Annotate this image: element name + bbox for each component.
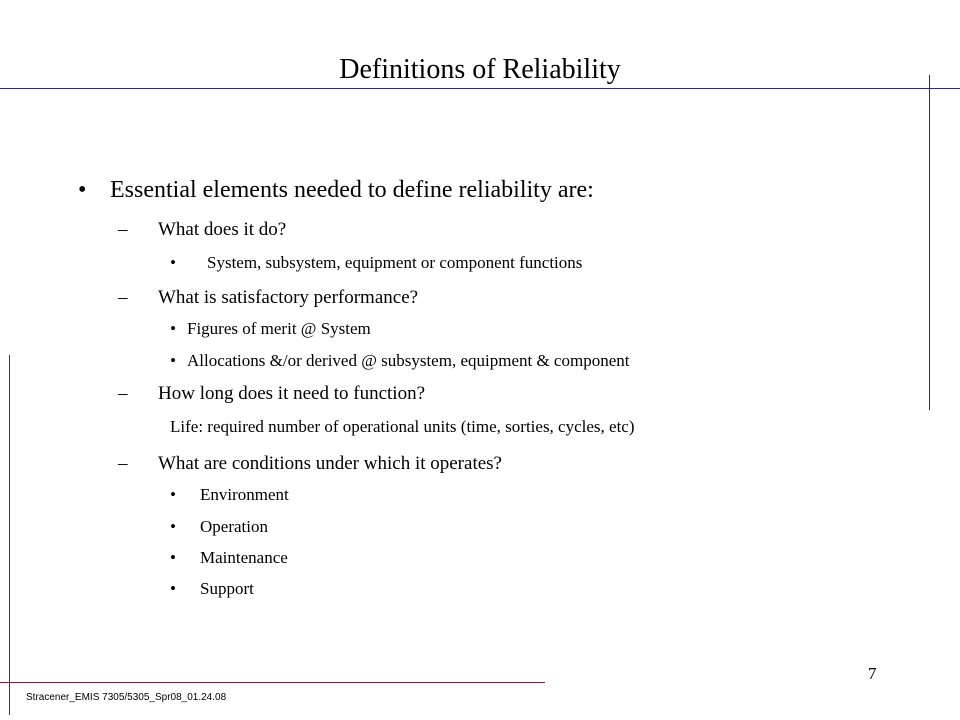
slide-title: Definitions of Reliability <box>339 54 621 85</box>
footer-text: Stracener_EMIS 7305/5305_Spr08_01.24.08 <box>26 692 227 703</box>
bullet-dot: • <box>170 548 176 567</box>
bullet-dot: • <box>170 253 176 272</box>
page-number: 7 <box>868 664 877 683</box>
left-divider-line <box>9 355 10 715</box>
main-bullet-text: Essential elements needed to define reliability are: <box>110 177 594 203</box>
right-divider-line <box>929 75 930 410</box>
bullet-dot: • <box>170 579 176 598</box>
list-item: Allocations &/or derived @ subsystem, equipment & component <box>187 351 630 370</box>
list-item: System, subsystem, equipment or component functions <box>207 253 583 272</box>
top-divider-line <box>0 88 960 89</box>
bullet-dot: • <box>170 517 176 536</box>
dash-marker: – <box>118 287 128 308</box>
dash-marker: – <box>118 453 128 474</box>
question-what-does-it-do: What does it do? <box>158 219 287 240</box>
list-item: Figures of merit @ System <box>187 319 371 338</box>
bullet-dot: • <box>170 351 176 370</box>
list-item: Environment <box>200 485 289 504</box>
dash-marker: – <box>118 383 128 404</box>
dash-marker: – <box>118 219 128 240</box>
list-item: Support <box>200 579 254 598</box>
bullet-dot: • <box>170 485 176 504</box>
question-operating-conditions: What are conditions under which it operates? <box>158 453 502 474</box>
list-item: Operation <box>200 517 268 536</box>
question-how-long: How long does it need to function? <box>158 383 426 404</box>
bottom-divider-line <box>0 682 545 683</box>
life-note: Life: required number of operational units (time, sorties, cycles, etc) <box>170 417 635 436</box>
bullet-dot: • <box>170 319 176 338</box>
question-satisfactory-performance: What is satisfactory performance? <box>158 287 419 308</box>
list-item: Maintenance <box>200 548 288 567</box>
bullet-dot: • <box>78 177 87 203</box>
